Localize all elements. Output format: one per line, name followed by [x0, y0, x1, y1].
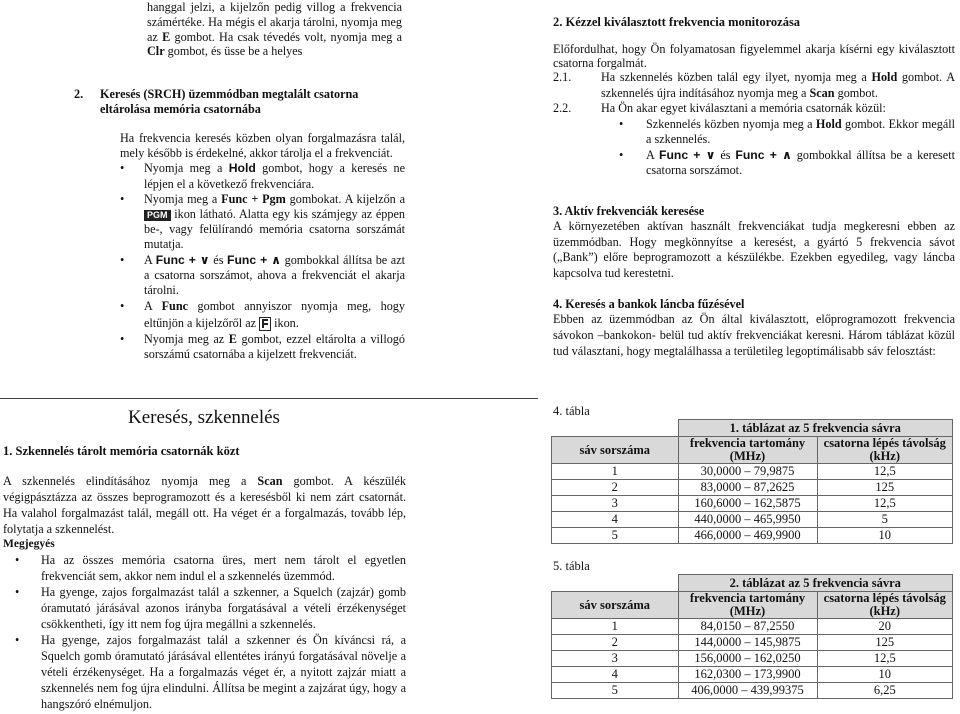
- table-1-header: csatorna lépés távolság (kHz): [817, 437, 953, 464]
- notes-label: Megjegyés: [3, 538, 55, 550]
- table-cell: 4: [552, 512, 679, 528]
- table-cell: 10: [817, 667, 953, 683]
- section-1-body: [3, 473, 406, 712]
- table-cell: 84,0150 – 87,2550: [678, 619, 817, 635]
- bullet-icon: •: [120, 332, 125, 347]
- note-item: • Ha az összes memória csatorna üres, mert nem tárolt el egyetlen frekvenciát sem, akkor nem indul el a szkennelés üzemmód.: [15, 553, 406, 584]
- section-1-title: 1. Szkennelés tárolt memória csatornák közt: [3, 444, 240, 458]
- table-row: [552, 480, 953, 496]
- table-cell: 4: [552, 667, 679, 683]
- table-1: [551, 419, 953, 544]
- table-1-header: sáv sorszáma: [552, 437, 679, 464]
- table-row: [552, 651, 953, 667]
- table-cell: 156,0000 – 162,0250: [678, 651, 817, 667]
- bullet-icon: •: [619, 116, 624, 131]
- table-cell: 5: [817, 512, 953, 528]
- table-cell: 83,0000 – 87,2625: [678, 480, 817, 496]
- table-1-spacer: [552, 420, 679, 437]
- horizontal-divider: [0, 398, 538, 399]
- bullet-icon: •: [15, 633, 20, 648]
- right-column: [553, 15, 955, 360]
- table-2-label: 5. tábla: [553, 559, 590, 573]
- pgm-icon: PGM: [144, 210, 171, 221]
- step-func-arrows: • A Func + ∨ és Func + ∧ gombokkal állítsa be azt a csatorna sorszámot, ahova a frekvenciát el akarja tárolni.: [120, 252, 406, 298]
- step-2-2-hold: • Szkennelés közben nyomja meg a Hold gombot. Ekkor megáll a szkennelés.: [619, 116, 955, 147]
- step-2-1-number: 2.1.: [553, 70, 572, 85]
- table-cell: 20: [817, 619, 953, 635]
- section-2-body: [120, 131, 405, 363]
- bullet-icon: •: [120, 191, 125, 206]
- section-2-paragraph: Ha frekvencia keresés közben olyan forgalmazásra talál, mely később is érdekelné, akkor tárolja el a frekvenciát.: [120, 131, 405, 161]
- table-row: [552, 464, 953, 480]
- table-cell: 3: [552, 496, 679, 512]
- step-2-2: 2.2. Ha Ön akar egyet kiválasztani a memória csatornák közül:: [553, 101, 886, 116]
- table-cell: 2: [552, 480, 679, 496]
- table-row: [552, 635, 953, 651]
- table-cell: 1: [552, 464, 679, 480]
- table-cell: 160,6000 – 162,5875: [678, 496, 817, 512]
- section-3-paragraph: A környezetében aktívan használt frekvenciákat tudja megkeresni ebben az üzemmódban. Hogy megkönnyítse a keresést, a gyártó 5 frekvencia sávot („Bank”) előre beprogramozott a készülékbe. Ezekben egyedileg, vagy láncba kapcsolva tud kerestetni.: [553, 218, 955, 280]
- table-cell: 6,25: [817, 683, 953, 699]
- table-1-label: 4. tábla: [553, 404, 590, 418]
- section-3-title: 3. Aktív frekvenciák keresése: [553, 203, 705, 218]
- step-2-2-func: • A Func + ∨ és Func + ∧ gombokkal állítsa be a keresett csatorna sorszámot.: [619, 147, 955, 178]
- table-cell: 12,5: [817, 496, 953, 512]
- section-1-paragraph: A szkennelés elindításához nyomja meg a Scan gombot. A készülék végigpásztázza az összes beprogramozott és a keresésből ki nem zárt csatornát. Ha valahol forgalmazást talál, megáll ott. Ha véget ér a forgalmazás, tovább lép, folytatja a szkennelést.: [3, 474, 406, 536]
- section-2-number: 2.: [74, 87, 84, 101]
- bullet-icon: •: [15, 585, 20, 600]
- bullet-icon: •: [120, 252, 125, 267]
- section-2-right-paragraph: Előfordulhat, hogy Ön folyamatosan figyelemmel akarja kísérni egy kiválasztott csatorna forgalmát.: [553, 42, 955, 71]
- table-2-spacer: [552, 575, 679, 592]
- table-cell: 12,5: [817, 464, 953, 480]
- section-2-right-title: 2. Kézzel kiválasztott frekvencia monitorozása: [553, 15, 801, 29]
- bullet-icon: •: [15, 553, 20, 568]
- intro-paragraph: hanggal jelzi, a kijelzőn pedig villog a frekvencia számértéke. Ha mégis el akarja tárolni, nyomja meg az E gombot. Ha csak tévedés volt, nyomja meg a Clr gombot, és üsse be a helyes: [147, 0, 402, 59]
- table-2-header: frekvencia tartomány (MHz): [678, 592, 817, 619]
- table-row: [552, 512, 953, 528]
- table-2-header: csatorna lépés távolság (kHz): [817, 592, 953, 619]
- table-cell: 30,0000 – 79,9875: [678, 464, 817, 480]
- section-4-paragraph: Ebben az üzemmódban az Ön által kiválasztott, előprogramozott frekvencia sávokon –bankokon- belül tud aktív frekvenciákat keresni. Három táblázat közül tud választani, hogy megtalálhassa a területileg legoptimálisabb sáv felosztást:: [553, 312, 955, 359]
- table-1-header: frekvencia tartomány (MHz): [678, 437, 817, 464]
- step-2-2-number: 2.2.: [553, 101, 572, 116]
- table-cell: 440,0000 – 465,9950: [678, 512, 817, 528]
- table-cell: 2: [552, 635, 679, 651]
- table-cell: 162,0300 – 173,9900: [678, 667, 817, 683]
- step-2-1: 2.1. Ha szkennelés közben talál egy ilyet, nyomja meg a Hold gombot. A szkennelés újra indításához nyomja meg a Scan gombot.: [553, 70, 955, 100]
- table-cell: 5: [552, 683, 679, 699]
- table-cell: 125: [817, 635, 953, 651]
- note-item: • Ha gyenge, zajos forgalmazást talál a szkenner és Ön kíváncsi rá, a Squelch gomb óramutató járásával ellentétes irányú forgatásával növelje a vételi érzékenységet. Ha a forgalmazás véget ér, a nyitott zajzár miatt a szkennelés nem fog újra elindulni. Állítsa be megint a zajzárat úgy, hogy a hangszóró elnémuljon.: [15, 633, 406, 712]
- section-2-title-a: Keresés (SRCH) üzemmódban megtalált csatorna: [100, 87, 359, 101]
- step-hold: • Nyomja meg a Hold gombot, hogy a keresés ne lépjen el a következő frekvenciára.: [120, 161, 405, 191]
- step-func-pgm: • Nyomja meg a Func + Pgm gombokat. A kijelzőn a PGM ikon látható. Alatta egy kis számjegy az éppen be-, vagy felülírandó memória csatorna sorszámát mutatja.: [120, 191, 405, 252]
- table-row: [552, 496, 953, 512]
- table-2-caption: 2. táblázat az 5 frekvencia sávra: [678, 575, 953, 592]
- table-cell: 406,0000 – 439,99375: [678, 683, 817, 699]
- table-row: [552, 619, 953, 635]
- note-item: • Ha gyenge, zajos forgalmazást talál a szkenner, a Squelch (zajzár) gomb óramutató járásával azonos irányba forgatásával a vételi érzékenységet csökkentheti, így itt nem fog újra megállni a szkennelés.: [15, 585, 406, 632]
- section-2-title-b: eltárolása memória csatornába: [100, 102, 261, 117]
- bullet-icon: •: [120, 161, 125, 176]
- table-cell: 12,5: [817, 651, 953, 667]
- page-heading: Keresés, szkennelés: [128, 407, 280, 428]
- table-1-caption: 1. táblázat az 5 frekvencia sávra: [678, 420, 953, 437]
- table-cell: 5: [552, 528, 679, 544]
- table-2: [551, 574, 953, 699]
- table-cell: 3: [552, 651, 679, 667]
- table-cell: 466,0000 – 469,9900: [678, 528, 817, 544]
- table-cell: 10: [817, 528, 953, 544]
- table-row: [552, 683, 953, 699]
- table-row: [552, 667, 953, 683]
- table-row: [552, 528, 953, 544]
- intro-text: hanggal jelzi, a kijelzőn pedig villog a frekvencia: [147, 0, 402, 14]
- bullet-icon: •: [619, 147, 624, 162]
- bullet-icon: •: [120, 299, 125, 314]
- table-cell: 125: [817, 480, 953, 496]
- table-cell: 1: [552, 619, 679, 635]
- section-2-heading: [74, 87, 402, 117]
- left-top-column: [147, 0, 402, 59]
- table-cell: 144,0000 – 145,9875: [678, 635, 817, 651]
- table-2-header: sáv sorszáma: [552, 592, 679, 619]
- step-e: • Nyomja meg az E gombot, ezzel eltárolta a villogó sorszámú csatornába a kijelzett frekvenciát.: [120, 332, 405, 362]
- section-4-title: 4. Keresés a bankok láncba fűzésével: [553, 297, 745, 312]
- f-icon: [259, 317, 271, 331]
- step-func: • A Func gombot annyiszor nyomja meg, hogy eltűnjön a kijelzőről az ikon.: [120, 299, 405, 331]
